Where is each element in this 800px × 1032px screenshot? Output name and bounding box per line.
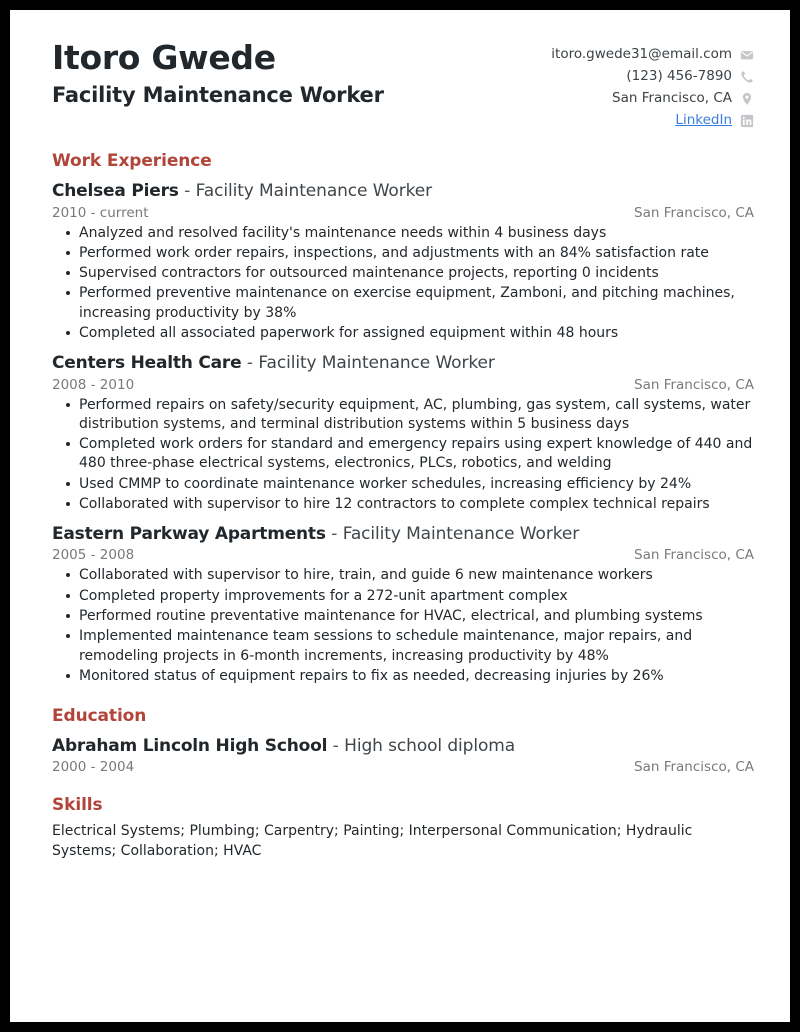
linkedin-icon[interactable] xyxy=(740,114,754,128)
contact-block xyxy=(514,38,754,131)
bullet-item: Supervised contractors for outsourced maintenance projects, reporting 0 incidents xyxy=(52,264,754,283)
work-entry xyxy=(52,352,754,514)
entry-dates: 2000 - 2004 xyxy=(52,759,135,776)
entry-role: Facility Maintenance Worker xyxy=(195,181,433,202)
bullet-item: Analyzed and resolved facility's maintenance needs within 4 business days xyxy=(52,224,754,243)
entry-dates: 2010 - current xyxy=(52,204,149,221)
entry-bullets xyxy=(52,224,754,344)
contact-phone-text: (123) 456-7890 xyxy=(626,67,732,84)
entry-role: Facility Maintenance Worker xyxy=(258,353,495,374)
bullet-item: Used CMMP to coordinate maintenance worker schedules, increasing efficiency by 24% xyxy=(52,475,754,494)
entry-organization: Abraham Lincoln High School xyxy=(52,736,328,757)
work-entry xyxy=(52,523,754,686)
entry-location: San Francisco, CA xyxy=(634,204,754,221)
entry-meta xyxy=(52,205,754,221)
bullet-item: Performed routine preventative maintenance for HVAC, electrical, and plumbing systems xyxy=(52,607,754,626)
entry-role: Facility Maintenance Worker xyxy=(342,524,580,545)
entry-title xyxy=(52,735,754,757)
envelope-icon xyxy=(740,48,754,62)
candidate-name: Itoro Gwede xyxy=(52,38,276,77)
bullet-item: Collaborated with supervisor to hire, train, and guide 6 new maintenance workers xyxy=(52,566,754,585)
education-entry xyxy=(52,735,754,775)
contact-email-row xyxy=(514,44,754,66)
entry-bullets xyxy=(52,396,754,515)
section-work-experience xyxy=(52,151,754,686)
entry-location: San Francisco, CA xyxy=(634,547,754,564)
section-education xyxy=(52,706,754,775)
entry-organization: Chelsea Piers xyxy=(52,181,179,202)
section-heading-education: Education xyxy=(52,706,147,727)
entry-dates: 2008 - 2010 xyxy=(52,376,135,393)
work-entry xyxy=(52,180,754,343)
entry-organization: Centers Health Care xyxy=(52,353,242,374)
bullet-item: Completed all associated paperwork for assigned equipment within 48 hours xyxy=(52,324,754,343)
linkedin-link[interactable]: LinkedIn xyxy=(675,111,732,128)
resume-header xyxy=(52,38,754,131)
contact-phone-row xyxy=(514,66,754,88)
entry-meta xyxy=(52,547,754,563)
skills-list: Electrical Systems; Plumbing; Carpentry; Painting; Interpersonal Communication; Hydraulic Systems; Collaboration; HVAC xyxy=(52,823,693,860)
bullet-item: Performed preventive maintenance on exercise equipment, Zamboni, and pitching machines, increasing productivity by 38% xyxy=(52,284,754,323)
section-heading-skills: Skills xyxy=(52,795,103,816)
candidate-job-title: Facility Maintenance Worker xyxy=(52,82,384,107)
entry-separator: - xyxy=(332,736,339,757)
entry-role: High school diploma xyxy=(344,736,516,757)
entry-dates: 2005 - 2008 xyxy=(52,547,135,564)
contact-location-text: San Francisco, CA xyxy=(612,89,732,106)
bullet-item: Monitored status of equipment repairs to fix as needed, decreasing injuries by 26% xyxy=(52,667,754,686)
entry-organization: Eastern Parkway Apartments xyxy=(52,524,326,545)
contact-email-text: itoro.gwede31@email.com xyxy=(551,46,732,62)
entry-separator: - xyxy=(331,524,338,545)
identity-block xyxy=(52,38,384,108)
resume-page xyxy=(10,10,790,1022)
entry-location: San Francisco, CA xyxy=(634,376,754,393)
entry-meta xyxy=(52,759,754,775)
entry-title xyxy=(52,523,754,545)
bullet-item: Performed repairs on safety/security equipment, AC, plumbing, gas system, call systems, water distribution systems, and terminal distribution systems within 5 business days xyxy=(52,396,754,435)
section-skills xyxy=(52,795,754,862)
bullet-item: Collaborated with supervisor to hire 12 contractors to complete complex technical repairs xyxy=(52,495,754,514)
contact-linkedin-row[interactable] xyxy=(514,110,754,132)
section-heading-work-experience: Work Experience xyxy=(52,151,212,172)
bullet-item: Completed work orders for standard and emergency repairs using expert knowledge of 440 and 480 three-phase electrical systems, electronics, PLCs, robotics, and welding xyxy=(52,435,754,474)
bullet-item: Completed property improvements for a 272-unit apartment complex xyxy=(52,587,754,606)
contact-location-row xyxy=(514,88,754,110)
entry-location: San Francisco, CA xyxy=(634,759,754,776)
entry-separator: - xyxy=(246,353,253,374)
entry-separator: - xyxy=(184,181,191,202)
entry-title xyxy=(52,352,754,374)
entry-bullets xyxy=(52,566,754,686)
entry-meta xyxy=(52,377,754,393)
bullet-item: Implemented maintenance team sessions to schedule maintenance, major repairs, and remodeling projects in 6-month increments, increasing productivity by 48% xyxy=(52,627,754,666)
phone-icon xyxy=(740,70,754,84)
entry-title xyxy=(52,180,754,202)
map-pin-icon xyxy=(740,92,754,106)
bullet-item: Performed work order repairs, inspections, and adjustments with an 84% satisfaction rate xyxy=(52,244,754,263)
